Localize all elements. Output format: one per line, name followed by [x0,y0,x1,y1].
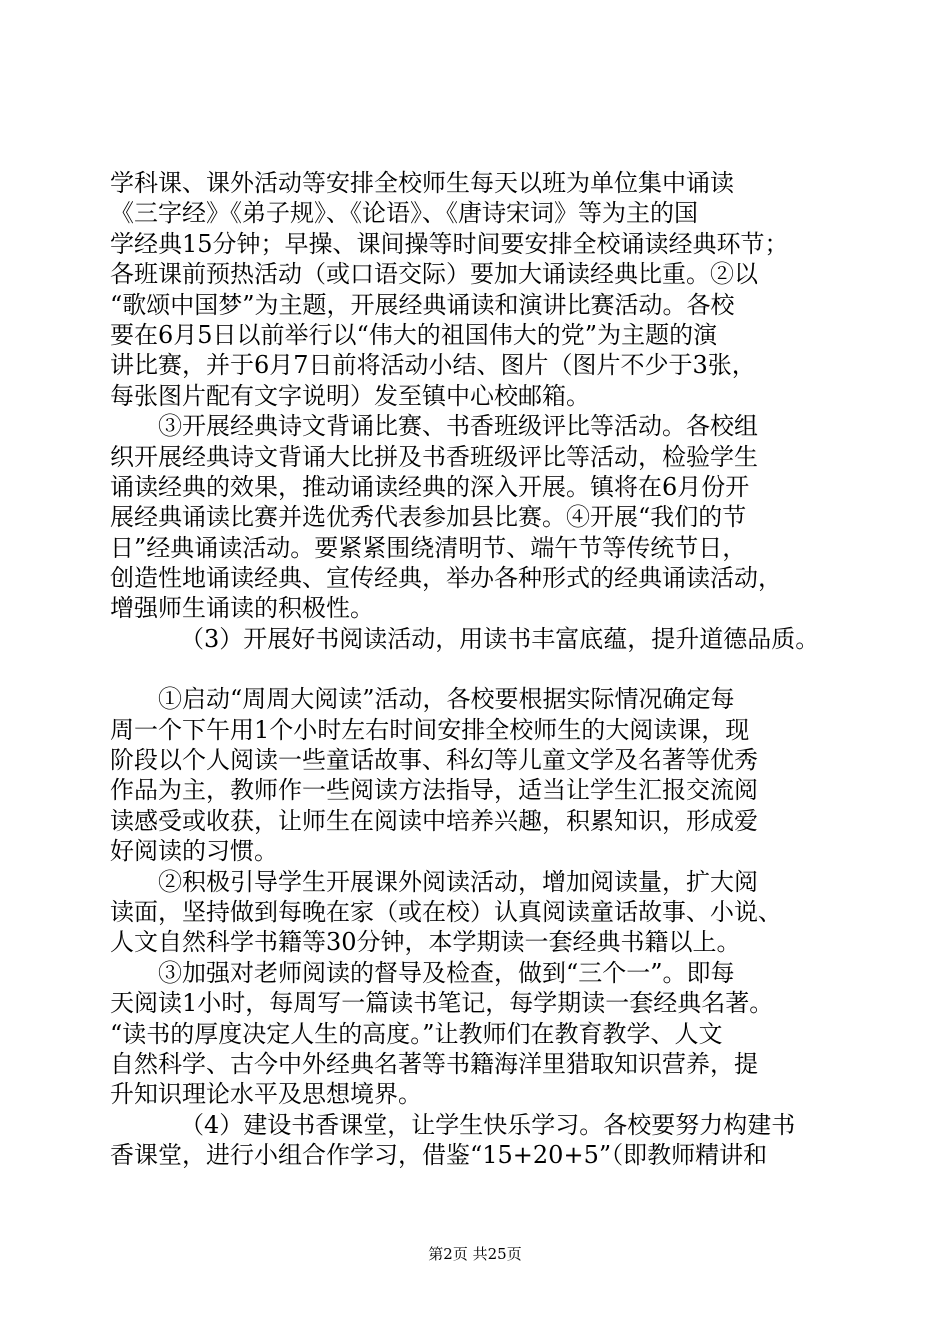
text-line: 学经典15分钟；早操、课间操等时间要安排全校诵读经典环节； [110,229,789,258]
text-line: 《三字经》《弟子规》、《论语》、《唐诗宋词》等为主的国 [110,199,698,228]
text-line: 讲比赛，并于6月7日前将活动小结、图片（图片不少于3张， [110,351,756,380]
text-line: 读感受或收获，让师生在阅读中培养兴趣，积累知识，形成爱 [110,806,758,835]
text-line: 各班课前预热活动（或口语交际）要加大诵读经典比重。②以 [110,260,758,289]
text-line: 创造性地诵读经典、宣传经典，举办各种形式的经典诵读活动， [110,564,782,593]
text-line: ③开展经典诗文背诵比赛、书香班级评比等活动。各校组 [158,412,758,441]
text-line: 诵读经典的效果，推动诵读经典的深入开展。镇将在6月份开 [110,472,750,501]
text-line: ③加强对老师阅读的督导及检查，做到“三个一”。即每 [158,958,735,987]
body-text [110,168,850,1171]
text-line: 增强师生诵读的积极性。 [110,594,374,623]
text-line: ①启动“周周大阅读”活动，各校要根据实际情况确定每 [158,685,735,714]
text-line: 香课堂，进行小组合作学习，借鉴“15+20+5”（即教师精讲和 [110,1141,768,1170]
text-line: 要在6月5日以前举行以“伟大的祖国伟大的党”为主题的演 [110,320,718,349]
text-line: 好阅读的习惯。 [110,837,278,866]
text-line: 读面，坚持做到每晚在家（或在校）认真阅读童话故事、小说、 [110,897,782,926]
paragraph-gap [110,654,850,684]
text-line: “读书的厚度决定人生的高度。”让教师们在教育教学、人文 [110,1019,723,1048]
text-line: 升知识理论水平及思想境界。 [110,1080,422,1109]
text-line: 周一个下午用1个小时左右时间安排全校师生的大阅读课，现 [110,715,750,744]
text-line: 织开展经典诗文背诵大比拼及书香班级评比等活动，检验学生 [110,442,758,471]
text-line: 自然科学、古今中外经典名著等书籍海洋里猎取知识营养，提 [110,1049,758,1078]
text-line: 天阅读1小时，每周写一篇读书笔记，每学期读一套经典名著。 [110,989,774,1018]
text-line: 每张图片配有文字说明）发至镇中心校邮箱。 [110,381,590,410]
page-number-footer: 第2页 共25页 [428,1245,522,1263]
text-line: ②积极引导学生开展课外阅读活动，增加阅读量，扩大阅 [158,867,758,896]
text-line: 人文自然科学书籍等30分钟，本学期读一套经典书籍以上。 [110,928,741,957]
section-heading: （3）开展好书阅读活动，用读书丰富底蕴，提升道德品质。 [180,624,820,653]
text-line: 展经典诵读比赛并选优秀代表参加县比赛。④开展“我们的节 [110,503,747,532]
text-line: 作品为主，教师作一些阅读方法指导，适当让学生汇报交流阅 [110,776,758,805]
text-line: “歌颂中国梦”为主题，开展经典诵读和演讲比赛活动。各校 [110,290,735,319]
section-heading: （4）建设书香课堂，让学生快乐学习。各校要努力构建书 [180,1110,796,1139]
text-line: 阶段以个人阅读一些童话故事、科幻等儿童文学及名著等优秀 [110,746,758,775]
text-line: 学科课、课外活动等安排全校师生每天以班为单位集中诵读 [110,169,734,197]
text-line: 日”经典诵读活动。要紧紧围绕清明节、端午节等传统节日， [110,533,747,562]
